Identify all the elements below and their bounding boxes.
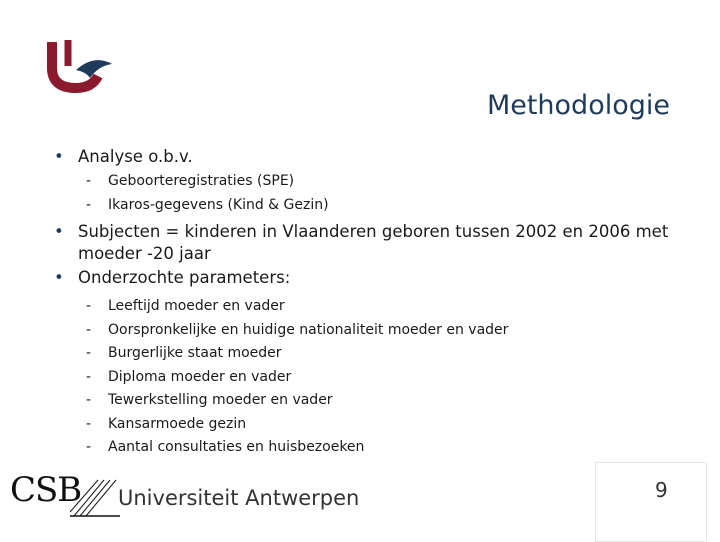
csb-logo: CSB: [10, 470, 82, 510]
sub-item-text: Oorspronkelijke en huidige nationaliteit moeder en vader: [108, 321, 509, 338]
slide-content: [52, 146, 672, 460]
university-u-logo-icon: [46, 36, 116, 96]
bullet-text: Analyse o.b.v.: [78, 147, 193, 166]
dash-icon: -: [86, 392, 92, 408]
dash-icon: -: [86, 298, 92, 314]
sub-item: [52, 319, 672, 343]
page-number-box: [595, 462, 707, 542]
sub-item-text: Burgerlijke staat moeder: [108, 345, 282, 361]
sub-item-text: Geboorteregistraties (SPE): [108, 173, 295, 189]
dash-icon: -: [86, 415, 92, 432]
sub-item: [52, 295, 672, 319]
bullet-parameters: [52, 267, 672, 289]
dash-icon: -: [86, 368, 92, 385]
slide-title: Methodologie: [486, 90, 670, 121]
bullet-dot-icon: •: [54, 268, 64, 287]
bullet-text: Onderzochte parameters:: [78, 268, 291, 287]
sub-item: [52, 194, 672, 218]
bullet-dot-icon: •: [54, 147, 64, 166]
sub-item: [52, 342, 672, 366]
dash-icon: -: [86, 321, 92, 338]
sub-item-text: Aantal consultaties en huisbezoeken: [108, 439, 365, 455]
dash-icon: -: [86, 173, 92, 189]
sub-item-text: Ikaros-gegevens (Kind & Gezin): [108, 196, 329, 213]
bullet-text: Subjecten = kinderen in Vlaanderen geboren tussen 2002 en 2006 met moeder -20 jaar: [78, 222, 669, 263]
csb-hatch-icon: [70, 472, 120, 518]
bullet-analyse: [52, 146, 672, 168]
sub-item-text: Kansarmoede gezin: [108, 415, 247, 432]
sub-item: [52, 170, 672, 194]
sub-item: [52, 366, 672, 390]
sub-item: [52, 436, 672, 460]
bullet-subjecten: [52, 221, 672, 265]
university-name: Universiteit Antwerpen: [118, 486, 360, 510]
sub-item-text: Tewerkstelling moeder en vader: [108, 392, 333, 408]
page-number: 9: [655, 478, 668, 502]
sub-item: [52, 413, 672, 437]
sub-item-text: Leeftijd moeder en vader: [108, 298, 285, 314]
sub-item: [52, 389, 672, 413]
dash-icon: -: [86, 439, 92, 455]
sub-item-text: Diploma moeder en vader: [108, 368, 292, 385]
dash-icon: -: [86, 196, 92, 213]
dash-icon: -: [86, 345, 92, 361]
bullet-dot-icon: •: [54, 222, 64, 241]
